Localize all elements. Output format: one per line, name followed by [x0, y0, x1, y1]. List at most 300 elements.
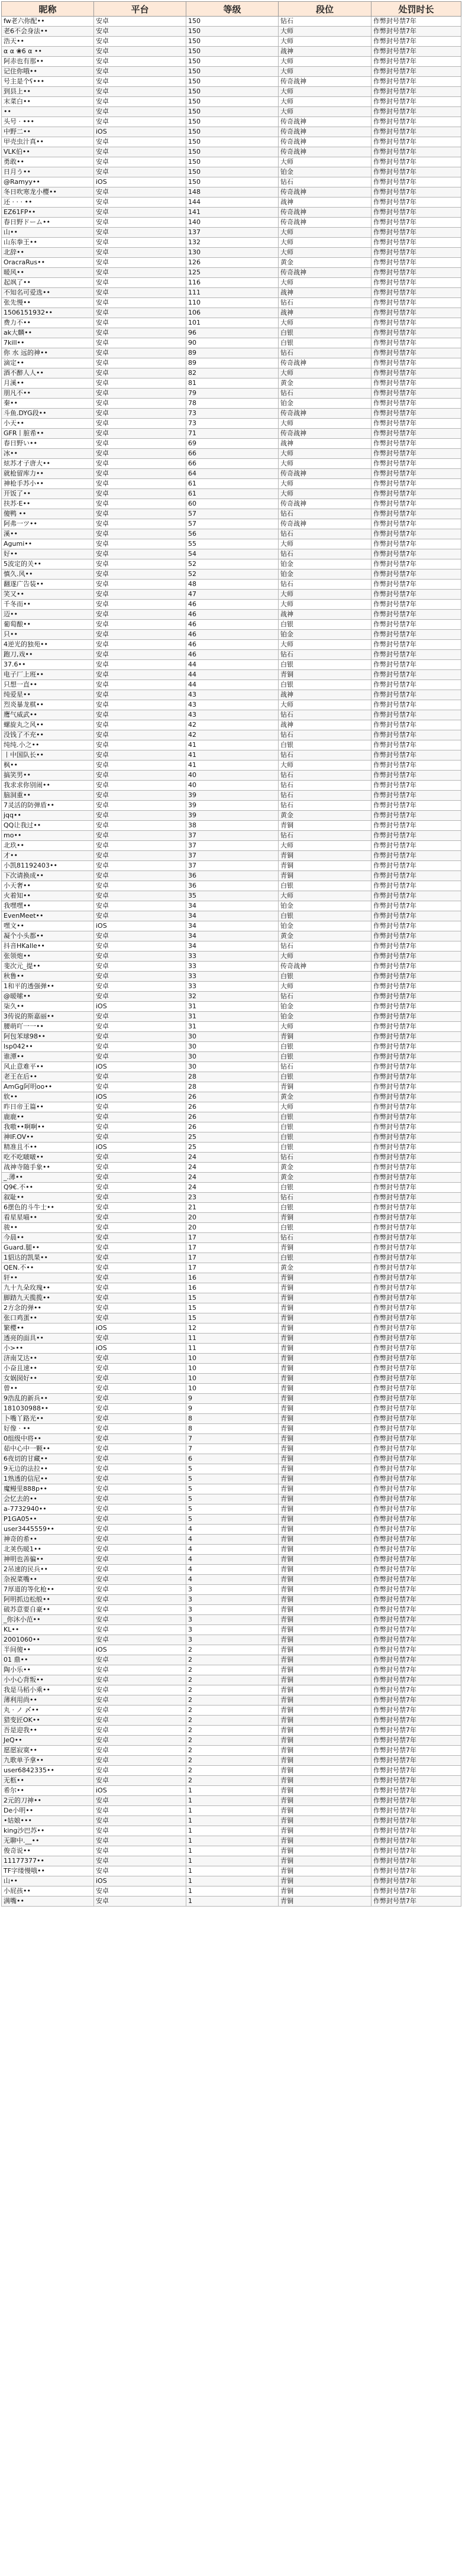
level-cell: 43 — [186, 700, 279, 710]
rank-cell: 青铜 — [279, 670, 371, 680]
duration-cell: 作弊封号禁7年 — [371, 941, 461, 952]
duration-cell: 作弊封号禁7年 — [371, 1565, 461, 1575]
rank-cell: 青铜 — [279, 1525, 371, 1535]
duration-cell: 作弊封号禁7年 — [371, 499, 461, 509]
platform-cell: 安卓 — [94, 37, 186, 47]
table-row — [2, 1374, 461, 1384]
table-row — [2, 218, 461, 228]
table-row — [2, 690, 461, 700]
table-row — [2, 580, 461, 590]
rank-cell: 传奇战神 — [279, 429, 371, 439]
table-row — [2, 1565, 461, 1575]
level-cell: 31 — [186, 1002, 279, 1012]
rank-cell: 黄金 — [279, 1092, 371, 1102]
nickname-cell: 小天•• — [2, 419, 94, 429]
table-row — [2, 700, 461, 710]
platform-cell: 安卓 — [94, 167, 186, 177]
duration-cell: 作弊封号禁7年 — [371, 992, 461, 1002]
level-cell: 16 — [186, 1273, 279, 1283]
level-cell: 44 — [186, 670, 279, 680]
platform-cell: 安卓 — [94, 549, 186, 559]
duration-cell: 作弊封号禁7年 — [371, 549, 461, 559]
platform-cell: 安卓 — [94, 1283, 186, 1293]
rank-cell: 钻石 — [279, 389, 371, 399]
platform-cell: 安卓 — [94, 730, 186, 740]
table-row — [2, 87, 461, 97]
duration-cell: 作弊封号禁7年 — [371, 1535, 461, 1545]
platform-cell: 安卓 — [94, 1545, 186, 1555]
duration-cell: 作弊封号禁7年 — [371, 1595, 461, 1605]
platform-cell: 安卓 — [94, 338, 186, 348]
level-cell: 43 — [186, 710, 279, 720]
platform-cell: 安卓 — [94, 1233, 186, 1243]
duration-cell: 作弊封号禁7年 — [371, 1585, 461, 1595]
table-row — [2, 791, 461, 801]
table-row — [2, 308, 461, 318]
platform-cell: 安卓 — [94, 389, 186, 399]
platform-cell: iOS — [94, 1876, 186, 1886]
rank-cell: 青铜 — [279, 1575, 371, 1585]
nickname-cell: P1GA05•• — [2, 1514, 94, 1525]
nickname-cell: 滴定•• — [2, 358, 94, 368]
rank-cell: 青铜 — [279, 1756, 371, 1766]
nickname-cell: 2方念的弹•• — [2, 1303, 94, 1313]
table-row — [2, 670, 461, 680]
duration-cell: 作弊封号禁7年 — [371, 399, 461, 409]
duration-cell: 作弊封号禁7年 — [371, 911, 461, 921]
rank-cell: 白银 — [279, 881, 371, 891]
rank-cell: 传奇战神 — [279, 358, 371, 368]
rank-cell: 青铜 — [279, 1816, 371, 1826]
platform-cell: iOS — [94, 1344, 186, 1354]
platform-cell: 安卓 — [94, 1856, 186, 1866]
nickname-cell: @Ramyy•• — [2, 177, 94, 187]
platform-cell: 安卓 — [94, 248, 186, 258]
platform-cell: 安卓 — [94, 519, 186, 529]
duration-cell: 作弊封号禁7年 — [371, 1072, 461, 1082]
level-cell: 60 — [186, 499, 279, 509]
rank-cell: 大师 — [279, 539, 371, 549]
duration-cell: 作弊封号禁7年 — [371, 952, 461, 962]
platform-cell: 安卓 — [94, 499, 186, 509]
nickname-cell: 精准且不•• — [2, 1143, 94, 1153]
nickname-cell: 电子厂上班•• — [2, 670, 94, 680]
level-cell: 24 — [186, 1183, 279, 1193]
platform-cell: 安卓 — [94, 1052, 186, 1062]
platform-cell: 安卓 — [94, 368, 186, 378]
level-cell: 3 — [186, 1625, 279, 1635]
table-row — [2, 1776, 461, 1786]
nickname-cell: 叙耻•• — [2, 1193, 94, 1203]
rank-cell: 青铜 — [279, 1434, 371, 1444]
nickname-cell: 11177377•• — [2, 1856, 94, 1866]
level-cell: 37 — [186, 831, 279, 841]
level-cell: 150 — [186, 27, 279, 37]
platform-cell: 安卓 — [94, 650, 186, 660]
duration-cell: 作弊封号禁7年 — [371, 710, 461, 720]
nickname-cell: 7灵活的防弹盾•• — [2, 801, 94, 811]
platform-cell: 安卓 — [94, 569, 186, 580]
table-row — [2, 549, 461, 559]
rank-cell: 青铜 — [279, 1565, 371, 1575]
platform-cell: 安卓 — [94, 77, 186, 87]
duration-cell: 作弊封号禁7年 — [371, 720, 461, 730]
platform-cell: 安卓 — [94, 378, 186, 389]
nickname-cell: 吾是迎我•• — [2, 1726, 94, 1736]
rank-cell: 黄金 — [279, 1163, 371, 1173]
rank-cell: 钻石 — [279, 509, 371, 519]
nickname-cell: 甲壳虫汁真•• — [2, 137, 94, 147]
nickname-cell: 7厚道的等化枪•• — [2, 1585, 94, 1595]
duration-cell: 作弊封号禁7年 — [371, 328, 461, 338]
rank-cell: 大师 — [279, 600, 371, 610]
table-row — [2, 881, 461, 891]
platform-cell: 安卓 — [94, 590, 186, 600]
nickname-cell: 到县上•• — [2, 87, 94, 97]
platform-cell: 安卓 — [94, 1766, 186, 1776]
platform-cell: 安卓 — [94, 1424, 186, 1434]
platform-cell: 安卓 — [94, 1726, 186, 1736]
table-body — [2, 17, 461, 1907]
nickname-cell: lsp042•• — [2, 1042, 94, 1052]
level-cell: 1 — [186, 1876, 279, 1886]
nickname-cell: 溪•• — [2, 529, 94, 539]
platform-cell: 安卓 — [94, 1173, 186, 1183]
rank-cell: 传奇战神 — [279, 218, 371, 228]
platform-cell: 安卓 — [94, 911, 186, 921]
nickname-cell: a-7732940•• — [2, 1504, 94, 1514]
table-row — [2, 1273, 461, 1283]
duration-cell: 作弊封号禁7年 — [371, 27, 461, 37]
rank-cell: 青铜 — [279, 1464, 371, 1474]
nickname-cell: 冰•• — [2, 449, 94, 459]
rank-cell: 钻石 — [279, 1062, 371, 1072]
rank-cell: 青铜 — [279, 1344, 371, 1354]
nickname-cell: Agumi•• — [2, 539, 94, 549]
platform-cell: 安卓 — [94, 720, 186, 730]
platform-cell: iOS — [94, 1002, 186, 1012]
platform-cell: 安卓 — [94, 238, 186, 248]
platform-cell: 安卓 — [94, 700, 186, 710]
table-row — [2, 821, 461, 831]
duration-cell: 作弊封号禁7年 — [371, 1394, 461, 1404]
duration-cell: 作弊封号禁7年 — [371, 459, 461, 469]
level-cell: 41 — [186, 760, 279, 771]
table-row — [2, 1615, 461, 1625]
rank-cell: 传奇战神 — [279, 409, 371, 419]
table-row — [2, 1454, 461, 1464]
table-row — [2, 288, 461, 298]
platform-cell: 安卓 — [94, 982, 186, 992]
platform-cell: 安卓 — [94, 680, 186, 690]
duration-cell: 作弊封号禁7年 — [371, 1344, 461, 1354]
nickname-cell: VLK伯•• — [2, 147, 94, 157]
rank-cell: 战神 — [279, 288, 371, 298]
duration-cell: 作弊封号禁7年 — [371, 1826, 461, 1836]
duration-cell: 作弊封号禁7年 — [371, 1112, 461, 1122]
nickname-cell: 山•• — [2, 228, 94, 238]
nickname-cell: 半间傻•• — [2, 1645, 94, 1655]
duration-cell: 作弊封号禁7年 — [371, 47, 461, 57]
nickname-cell: 6夜切的甘藏•• — [2, 1454, 94, 1464]
duration-cell: 作弊封号禁7年 — [371, 921, 461, 931]
rank-cell: 青铜 — [279, 1665, 371, 1675]
rank-cell: 青铜 — [279, 1444, 371, 1454]
platform-cell: 安卓 — [94, 952, 186, 962]
duration-cell: 作弊封号禁7年 — [371, 1514, 461, 1525]
nickname-cell: 1貂达的凯果•• — [2, 1253, 94, 1263]
level-cell: 4 — [186, 1565, 279, 1575]
level-cell: 125 — [186, 268, 279, 278]
level-cell: 26 — [186, 1092, 279, 1102]
table-row — [2, 519, 461, 529]
duration-cell: 作弊封号禁7年 — [371, 1856, 461, 1866]
table-row — [2, 1092, 461, 1102]
platform-cell: 安卓 — [94, 439, 186, 449]
platform-cell: 安卓 — [94, 1203, 186, 1213]
rank-cell: 青铜 — [279, 1706, 371, 1716]
platform-cell: 安卓 — [94, 1897, 186, 1907]
rank-cell: 黄金 — [279, 378, 371, 389]
platform-cell: 安卓 — [94, 137, 186, 147]
duration-cell: 作弊封号禁7年 — [371, 680, 461, 690]
platform-cell: 安卓 — [94, 27, 186, 37]
nickname-cell: 老6不会身法•• — [2, 27, 94, 37]
level-cell: 25 — [186, 1132, 279, 1143]
rank-cell: 钻石 — [279, 750, 371, 760]
nickname-cell: 勇敢•• — [2, 157, 94, 167]
duration-cell: 作弊封号禁7年 — [371, 1183, 461, 1193]
level-cell: 30 — [186, 1052, 279, 1062]
rank-cell: 大师 — [279, 640, 371, 650]
nickname-cell: 笑又•• — [2, 590, 94, 600]
rank-cell: 铂金 — [279, 921, 371, 931]
table-row — [2, 97, 461, 107]
duration-cell: 作弊封号禁7年 — [371, 17, 461, 27]
nickname-cell: 北荚伤暖1•• — [2, 1545, 94, 1555]
level-cell: 34 — [186, 901, 279, 911]
nickname-cell: 斗鱼.DYG段•• — [2, 409, 94, 419]
nickname-cell: 卜嘴丫路光•• — [2, 1414, 94, 1424]
nickname-cell: 俊奇说•• — [2, 1846, 94, 1856]
rank-cell: 青铜 — [279, 1796, 371, 1806]
platform-cell: iOS — [94, 1645, 186, 1655]
rank-cell: 大师 — [279, 368, 371, 378]
level-cell: 5 — [186, 1464, 279, 1474]
level-cell: 39 — [186, 811, 279, 821]
duration-cell: 作弊封号禁7年 — [371, 630, 461, 640]
platform-cell: 安卓 — [94, 1404, 186, 1414]
table-row — [2, 539, 461, 549]
duration-cell: 作弊封号禁7年 — [371, 1866, 461, 1876]
platform-cell: 安卓 — [94, 117, 186, 127]
table-row — [2, 650, 461, 660]
platform-cell: 安卓 — [94, 187, 186, 198]
table-row — [2, 1243, 461, 1253]
rank-cell: 青铜 — [279, 1213, 371, 1223]
level-cell: 126 — [186, 258, 279, 268]
duration-cell: 作弊封号禁7年 — [371, 1474, 461, 1484]
rank-cell: 青铜 — [279, 1283, 371, 1293]
platform-cell: 安卓 — [94, 1474, 186, 1484]
table-row — [2, 1796, 461, 1806]
rank-cell: 白银 — [279, 1183, 371, 1193]
level-cell: 4 — [186, 1535, 279, 1545]
rank-cell: 青铜 — [279, 1635, 371, 1645]
level-cell: 36 — [186, 881, 279, 891]
level-cell: 69 — [186, 439, 279, 449]
rank-cell: 大师 — [279, 760, 371, 771]
table-row — [2, 901, 461, 911]
platform-cell: 安卓 — [94, 891, 186, 901]
level-cell: 46 — [186, 650, 279, 660]
table-row — [2, 1313, 461, 1323]
rank-cell: 大师 — [279, 248, 371, 258]
rank-cell: 铂金 — [279, 1002, 371, 1012]
rank-cell: 大师 — [279, 489, 371, 499]
level-cell: 55 — [186, 539, 279, 549]
duration-cell: 作弊封号禁7年 — [371, 670, 461, 680]
duration-cell: 作弊封号禁7年 — [371, 1323, 461, 1334]
duration-cell: 作弊封号禁7年 — [371, 1665, 461, 1675]
platform-cell: 安卓 — [94, 157, 186, 167]
nickname-cell: _你沐小范•• — [2, 1615, 94, 1625]
platform-cell: 安卓 — [94, 640, 186, 650]
duration-cell: 作弊封号禁7年 — [371, 1253, 461, 1263]
table-row — [2, 389, 461, 399]
level-cell: 150 — [186, 17, 279, 27]
rank-cell: 大师 — [279, 97, 371, 107]
rank-cell: 青铜 — [279, 1454, 371, 1464]
table-row — [2, 248, 461, 258]
nickname-cell: 纯纯.小之•• — [2, 740, 94, 750]
table-row — [2, 841, 461, 851]
nickname-cell: 轩•• — [2, 1273, 94, 1283]
duration-cell: 作弊封号禁7年 — [371, 348, 461, 358]
nickname-cell: 葡萄酿•• — [2, 620, 94, 630]
duration-cell: 作弊封号禁7年 — [371, 580, 461, 590]
rank-cell: 青铜 — [279, 1273, 371, 1283]
level-cell: 1 — [186, 1806, 279, 1816]
nickname-cell: 火着知•• — [2, 891, 94, 901]
table-row — [2, 1434, 461, 1444]
platform-cell: 安卓 — [94, 539, 186, 549]
duration-cell: 作弊封号禁7年 — [371, 640, 461, 650]
rank-cell: 钻石 — [279, 801, 371, 811]
table-row — [2, 1464, 461, 1474]
table-row — [2, 740, 461, 750]
nickname-cell: Guard.腿•• — [2, 1243, 94, 1253]
platform-cell: 安卓 — [94, 1846, 186, 1856]
platform-cell: 安卓 — [94, 1575, 186, 1585]
platform-cell: 安卓 — [94, 1655, 186, 1665]
table-row — [2, 1173, 461, 1183]
nickname-cell: jqq•• — [2, 811, 94, 821]
rank-cell: 黄金 — [279, 811, 371, 821]
duration-cell: 作弊封号禁7年 — [371, 1022, 461, 1032]
level-cell: 1 — [186, 1816, 279, 1826]
rank-cell: 青铜 — [279, 1595, 371, 1605]
level-cell: 37 — [186, 841, 279, 851]
nickname-cell: 你 水 远的神•• — [2, 348, 94, 358]
duration-cell: 作弊封号禁7年 — [371, 1132, 461, 1143]
level-cell: 2 — [186, 1716, 279, 1726]
nickname-cell: KL•• — [2, 1625, 94, 1635]
level-cell: 34 — [186, 931, 279, 941]
level-cell: 111 — [186, 288, 279, 298]
level-cell: 8 — [186, 1424, 279, 1434]
duration-cell: 作弊封号禁7年 — [371, 1766, 461, 1776]
duration-cell: 作弊封号禁7年 — [371, 228, 461, 238]
duration-cell: 作弊封号禁7年 — [371, 1555, 461, 1565]
level-cell: 150 — [186, 87, 279, 97]
rank-cell: 白银 — [279, 1203, 371, 1213]
rank-cell: 白银 — [279, 328, 371, 338]
rank-cell: 大师 — [279, 891, 371, 901]
level-cell: 38 — [186, 821, 279, 831]
nickname-cell: 张口鸡蛋•• — [2, 1313, 94, 1323]
platform-cell: 安卓 — [94, 580, 186, 590]
rank-cell: 钻石 — [279, 177, 371, 187]
duration-cell: 作弊封号禁7年 — [371, 1776, 461, 1786]
nickname-cell: 不知名可爱选•• — [2, 288, 94, 298]
platform-cell: 安卓 — [94, 1555, 186, 1565]
rank-cell: 钻石 — [279, 771, 371, 781]
rank-cell: 青铜 — [279, 1504, 371, 1514]
duration-cell: 作弊封号禁7年 — [371, 590, 461, 600]
duration-cell: 作弊封号禁7年 — [371, 298, 461, 308]
duration-cell: 作弊封号禁7年 — [371, 891, 461, 901]
level-cell: 5 — [186, 1494, 279, 1504]
nickname-cell: 破苏意要自豪•• — [2, 1605, 94, 1615]
nickname-cell: 头号 · ••• — [2, 117, 94, 127]
nickname-cell: 曾•• — [2, 1384, 94, 1394]
platform-cell: 安卓 — [94, 509, 186, 519]
table-row — [2, 911, 461, 921]
platform-cell: 安卓 — [94, 1675, 186, 1685]
table-row — [2, 1384, 461, 1394]
table-row — [2, 1625, 461, 1635]
table-row — [2, 1525, 461, 1535]
nickname-cell: 浩天•• — [2, 37, 94, 47]
table-row — [2, 157, 461, 167]
level-cell: 150 — [186, 37, 279, 47]
platform-cell: 安卓 — [94, 1072, 186, 1082]
duration-cell: 作弊封号禁7年 — [371, 87, 461, 97]
level-cell: 2 — [186, 1645, 279, 1655]
nickname-cell: 秦•• — [2, 399, 94, 409]
table-row — [2, 610, 461, 620]
rank-cell: 大师 — [279, 449, 371, 459]
rank-cell: 铂金 — [279, 630, 371, 640]
nickname-cell: 千冬而•• — [2, 600, 94, 610]
duration-cell: 作弊封号禁7年 — [371, 469, 461, 479]
level-cell: 1 — [186, 1866, 279, 1876]
rank-cell: 青铜 — [279, 1404, 371, 1414]
rank-cell: 青铜 — [279, 1354, 371, 1364]
rank-cell: 大师 — [279, 700, 371, 710]
level-cell: 2 — [186, 1706, 279, 1716]
level-cell: 4 — [186, 1525, 279, 1535]
table-row — [2, 278, 461, 288]
duration-cell: 作弊封号禁7年 — [371, 479, 461, 489]
platform-cell: iOS — [94, 177, 186, 187]
rank-cell: 钻石 — [279, 710, 371, 720]
level-cell: 3 — [186, 1615, 279, 1625]
duration-cell: 作弊封号禁7年 — [371, 1213, 461, 1223]
nickname-cell: 迈•• — [2, 610, 94, 620]
nickname-cell: 会忆去的•• — [2, 1494, 94, 1504]
